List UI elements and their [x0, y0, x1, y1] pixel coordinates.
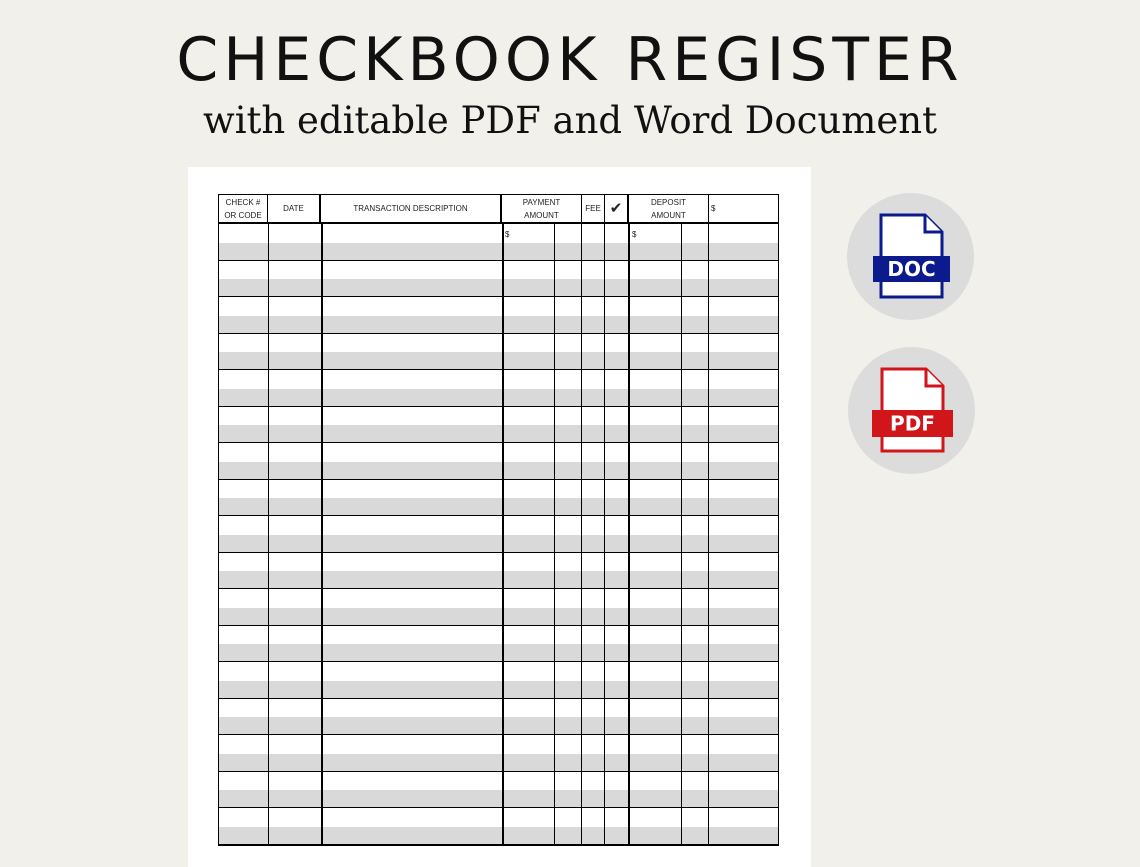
column-divider: [502, 297, 504, 333]
row-shading: [219, 790, 778, 807]
column-divider: [554, 516, 555, 552]
column-header-fee: FEE: [582, 195, 605, 222]
column-divider: [628, 626, 630, 662]
row-shading: [219, 243, 778, 260]
column-divider: [681, 772, 682, 808]
column-divider: [321, 334, 323, 370]
register-header-row: [219, 195, 778, 224]
column-divider: [708, 699, 709, 735]
column-divider: [268, 261, 269, 297]
column-divider: [268, 516, 269, 552]
column-divider: [604, 772, 605, 808]
column-divider: [554, 224, 555, 260]
column-divider: [604, 808, 605, 844]
table-row[interactable]: [219, 589, 778, 626]
column-divider: [628, 589, 630, 625]
column-divider: [268, 589, 269, 625]
pdf-file-icon: [848, 347, 975, 474]
column-divider: [628, 516, 630, 552]
row-shading: [219, 571, 778, 588]
doc-label: DOC: [887, 257, 936, 281]
column-header-description: TRANSACTION DESCRIPTION: [321, 195, 502, 222]
column-divider: [681, 407, 682, 443]
column-divider: [502, 407, 504, 443]
column-divider: [604, 443, 605, 479]
column-divider: [321, 443, 323, 479]
column-divider: [321, 772, 323, 808]
column-divider: [554, 808, 555, 844]
row-shading: [219, 827, 778, 844]
column-divider: [502, 699, 504, 735]
column-header-date: DATE: [268, 195, 321, 222]
column-divider: [502, 516, 504, 552]
column-divider: [321, 480, 323, 516]
column-header-cleared-check: [605, 195, 629, 222]
column-divider: [321, 407, 323, 443]
column-divider: [321, 662, 323, 698]
column-divider: [681, 224, 682, 260]
column-divider: [604, 699, 605, 735]
row-shading: [219, 608, 778, 625]
column-divider: [581, 735, 582, 771]
column-divider: [604, 261, 605, 297]
table-row[interactable]: [219, 224, 778, 261]
table-row[interactable]: [219, 407, 778, 444]
column-divider: [502, 772, 504, 808]
column-divider: [554, 772, 555, 808]
column-divider: [581, 334, 582, 370]
column-divider: [502, 808, 504, 844]
column-header-payment-amount: PAYMENT AMOUNT: [502, 195, 582, 222]
column-divider: [604, 407, 605, 443]
column-divider: [554, 735, 555, 771]
table-row[interactable]: [219, 735, 778, 772]
column-divider: [628, 297, 630, 333]
column-divider: [681, 626, 682, 662]
column-divider: [604, 662, 605, 698]
page-subtitle: with editable PDF and Word Document: [203, 99, 937, 142]
column-divider: [321, 224, 323, 260]
column-divider: [502, 553, 504, 589]
deposit-currency-symbol: $: [632, 230, 637, 239]
column-divider: [581, 370, 582, 406]
column-divider: [268, 772, 269, 808]
column-divider: [604, 370, 605, 406]
column-divider: [628, 662, 630, 698]
column-divider: [708, 297, 709, 333]
column-divider: [708, 261, 709, 297]
column-divider: [708, 662, 709, 698]
column-divider: [268, 553, 269, 589]
row-shading: [219, 681, 778, 698]
column-divider: [604, 516, 605, 552]
doc-badge: [847, 193, 974, 320]
column-divider: [681, 516, 682, 552]
column-divider: [628, 261, 630, 297]
column-divider: [708, 553, 709, 589]
column-divider: [321, 553, 323, 589]
table-row[interactable]: [219, 480, 778, 517]
column-divider: [268, 480, 269, 516]
column-divider: [581, 626, 582, 662]
column-divider: [681, 261, 682, 297]
column-divider: [581, 443, 582, 479]
register-body: [219, 224, 778, 845]
column-divider: [708, 370, 709, 406]
column-divider: [554, 480, 555, 516]
row-shading: [219, 717, 778, 734]
column-divider: [628, 443, 630, 479]
checkbook-register-table: [218, 194, 779, 846]
column-divider: [554, 297, 555, 333]
column-divider: [321, 808, 323, 844]
column-divider: [321, 589, 323, 625]
column-divider: [628, 224, 630, 260]
column-divider: [502, 334, 504, 370]
column-divider: [681, 735, 682, 771]
column-divider: [708, 516, 709, 552]
column-divider: [554, 261, 555, 297]
column-divider: [268, 808, 269, 844]
pdf-badge: [848, 347, 975, 474]
column-divider: [681, 662, 682, 698]
column-divider: [581, 772, 582, 808]
column-divider: [604, 626, 605, 662]
column-divider: [502, 480, 504, 516]
table-row[interactable]: [219, 370, 778, 407]
column-header-check-code: CHECK # OR CODE: [219, 195, 268, 222]
column-divider: [268, 626, 269, 662]
column-header-deposit-amount: DEPOSIT AMOUNT: [629, 195, 709, 222]
column-divider: [628, 772, 630, 808]
table-row[interactable]: [219, 662, 778, 699]
row-shading: [219, 389, 778, 406]
table-row[interactable]: [219, 699, 778, 736]
column-divider: [554, 662, 555, 698]
column-divider: [502, 662, 504, 698]
column-divider: [708, 224, 709, 260]
column-divider: [708, 407, 709, 443]
row-shading: [219, 316, 778, 333]
column-header-balance: $: [711, 204, 716, 213]
table-row[interactable]: [219, 626, 778, 663]
column-divider: [708, 772, 709, 808]
column-divider: [268, 334, 269, 370]
column-divider: [502, 370, 504, 406]
column-divider: [502, 589, 504, 625]
column-divider: [321, 626, 323, 662]
column-divider: [628, 480, 630, 516]
column-divider: [604, 480, 605, 516]
column-divider: [554, 370, 555, 406]
column-divider: [581, 224, 582, 260]
column-divider: [554, 407, 555, 443]
checkmark-icon: ✔: [609, 200, 623, 217]
column-divider: [268, 699, 269, 735]
column-divider: [708, 589, 709, 625]
pdf-label: PDF: [890, 411, 935, 436]
column-divider: [708, 334, 709, 370]
column-divider: [268, 297, 269, 333]
column-divider: [628, 370, 630, 406]
column-divider: [604, 589, 605, 625]
row-shading: [219, 352, 778, 369]
table-row[interactable]: [219, 443, 778, 480]
column-divider: [268, 407, 269, 443]
column-divider: [604, 553, 605, 589]
column-divider: [628, 334, 630, 370]
column-divider: [502, 261, 504, 297]
column-divider: [321, 370, 323, 406]
column-divider: [604, 224, 605, 260]
column-divider: [268, 735, 269, 771]
column-divider: [681, 553, 682, 589]
column-divider: [681, 443, 682, 479]
table-row[interactable]: [219, 553, 778, 590]
column-divider: [581, 699, 582, 735]
table-row[interactable]: [219, 516, 778, 553]
column-divider: [581, 589, 582, 625]
column-divider: [681, 480, 682, 516]
column-divider: [321, 735, 323, 771]
row-shading: [219, 462, 778, 479]
column-divider: [708, 626, 709, 662]
column-divider: [681, 370, 682, 406]
column-divider: [502, 224, 504, 260]
table-row[interactable]: [219, 297, 778, 334]
column-divider: [502, 443, 504, 479]
column-divider: [321, 261, 323, 297]
row-shading: [219, 279, 778, 296]
column-divider: [581, 297, 582, 333]
column-divider: [554, 443, 555, 479]
column-divider: [628, 407, 630, 443]
row-shading: [219, 498, 778, 515]
column-divider: [708, 808, 709, 844]
column-divider: [628, 699, 630, 735]
column-divider: [581, 808, 582, 844]
column-divider: [554, 589, 555, 625]
column-divider: [708, 480, 709, 516]
column-divider: [581, 407, 582, 443]
table-row[interactable]: [219, 808, 778, 845]
row-shading: [219, 644, 778, 661]
column-divider: [554, 699, 555, 735]
column-divider: [581, 553, 582, 589]
column-divider: [502, 735, 504, 771]
register-sheet: [188, 167, 811, 867]
column-divider: [268, 443, 269, 479]
table-row[interactable]: [219, 772, 778, 809]
column-divider: [604, 735, 605, 771]
column-divider: [502, 626, 504, 662]
page-title: CHECKBOOK REGISTER: [176, 25, 964, 95]
column-divider: [628, 735, 630, 771]
column-divider: [554, 334, 555, 370]
column-divider: [604, 297, 605, 333]
column-divider: [554, 626, 555, 662]
column-divider: [681, 589, 682, 625]
column-divider: [321, 297, 323, 333]
table-row[interactable]: [219, 261, 778, 298]
column-divider: [681, 808, 682, 844]
column-divider: [581, 261, 582, 297]
table-row[interactable]: [219, 334, 778, 371]
row-shading: [219, 754, 778, 771]
column-divider: [268, 370, 269, 406]
column-divider: [268, 224, 269, 260]
column-divider: [321, 699, 323, 735]
column-divider: [581, 516, 582, 552]
column-divider: [708, 443, 709, 479]
column-divider: [681, 699, 682, 735]
column-divider: [681, 334, 682, 370]
column-divider: [628, 553, 630, 589]
row-shading: [219, 535, 778, 552]
doc-file-icon: [847, 193, 974, 320]
column-divider: [581, 662, 582, 698]
column-divider: [554, 553, 555, 589]
row-shading: [219, 425, 778, 442]
column-divider: [268, 662, 269, 698]
column-divider: [681, 297, 682, 333]
column-divider: [581, 480, 582, 516]
column-divider: [321, 516, 323, 552]
column-divider: [604, 334, 605, 370]
column-divider: [628, 808, 630, 844]
payment-currency-symbol: $: [505, 230, 510, 239]
column-divider: [708, 735, 709, 771]
